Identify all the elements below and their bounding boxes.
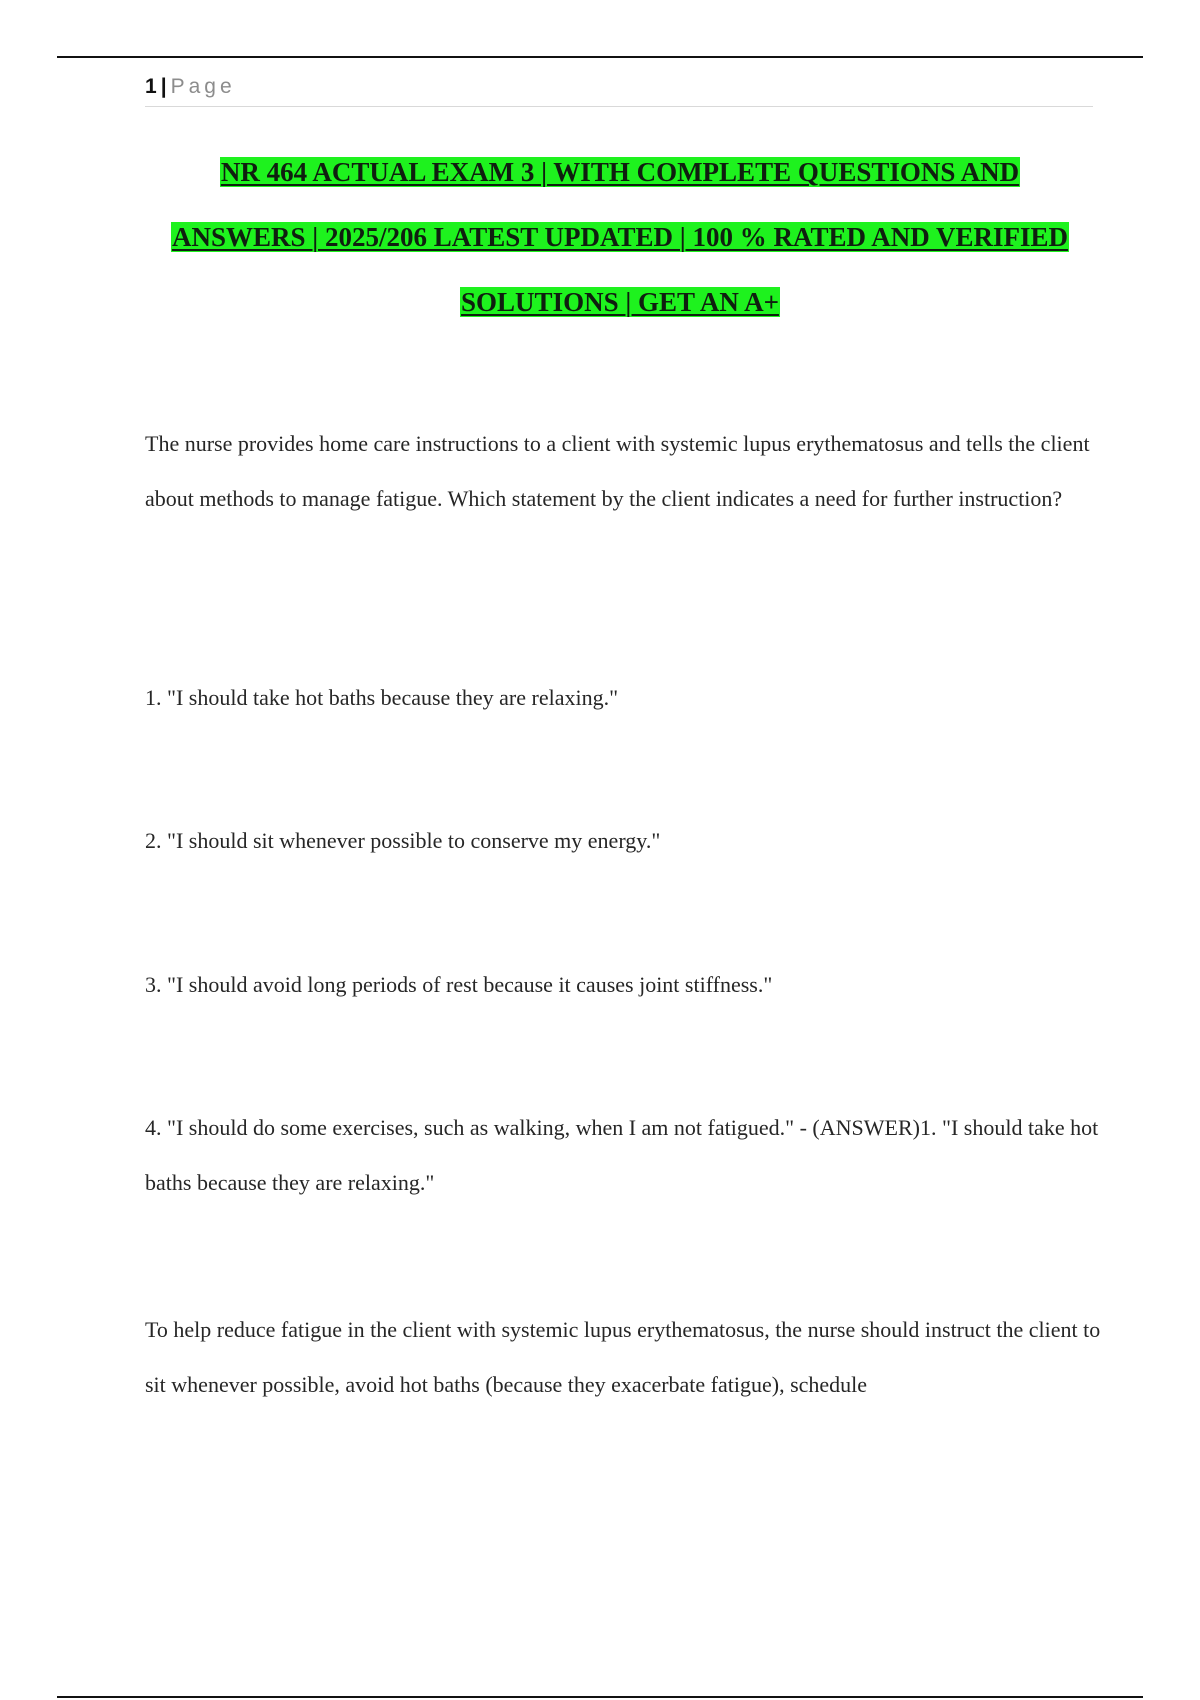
title-line-2: ANSWERS | 2025/206 LATEST UPDATED | 100 % RATED AND VERIFIED <box>171 222 1069 252</box>
page-number: 1 <box>145 75 157 98</box>
page-separator: | <box>160 75 167 98</box>
title-line-3: SOLUTIONS | GET AN A+ <box>461 287 779 317</box>
bottom-rule <box>57 1696 1143 1698</box>
answer-option-3: 3. "I should avoid long periods of rest because it causes joint stiffness." <box>145 972 773 997</box>
question-stem: The nurse provides home care instructions to a client with systemic lupus erythematosus and tells the client about methods to manage fatigue. Which statement by the client indicates a need for further instruction? <box>145 431 1090 511</box>
answer-option-1: 1. "I should take hot baths because they are relaxing." <box>145 685 619 710</box>
answer-option-2: 2. "I should sit whenever possible to conserve my energy." <box>145 828 661 853</box>
page-header <box>145 74 1093 107</box>
document-title <box>130 140 1110 335</box>
top-rule <box>57 56 1143 58</box>
title-line-1: NR 464 ACTUAL EXAM 3 | WITH COMPLETE QUESTIONS AND <box>220 157 1020 187</box>
page-label: Page <box>170 75 236 98</box>
answer-option-4: 4. "I should do some exercises, such as walking, when I am not fatigued." - (ANSWER)1. "I should take hot baths because they are relaxing." <box>145 1115 1099 1195</box>
rationale-text: To help reduce fatigue in the client with systemic lupus erythematosus, the nurse should instruct the client to sit whenever possible, avoid hot baths (because they exacerbate fatigue), schedule <box>145 1317 1101 1397</box>
